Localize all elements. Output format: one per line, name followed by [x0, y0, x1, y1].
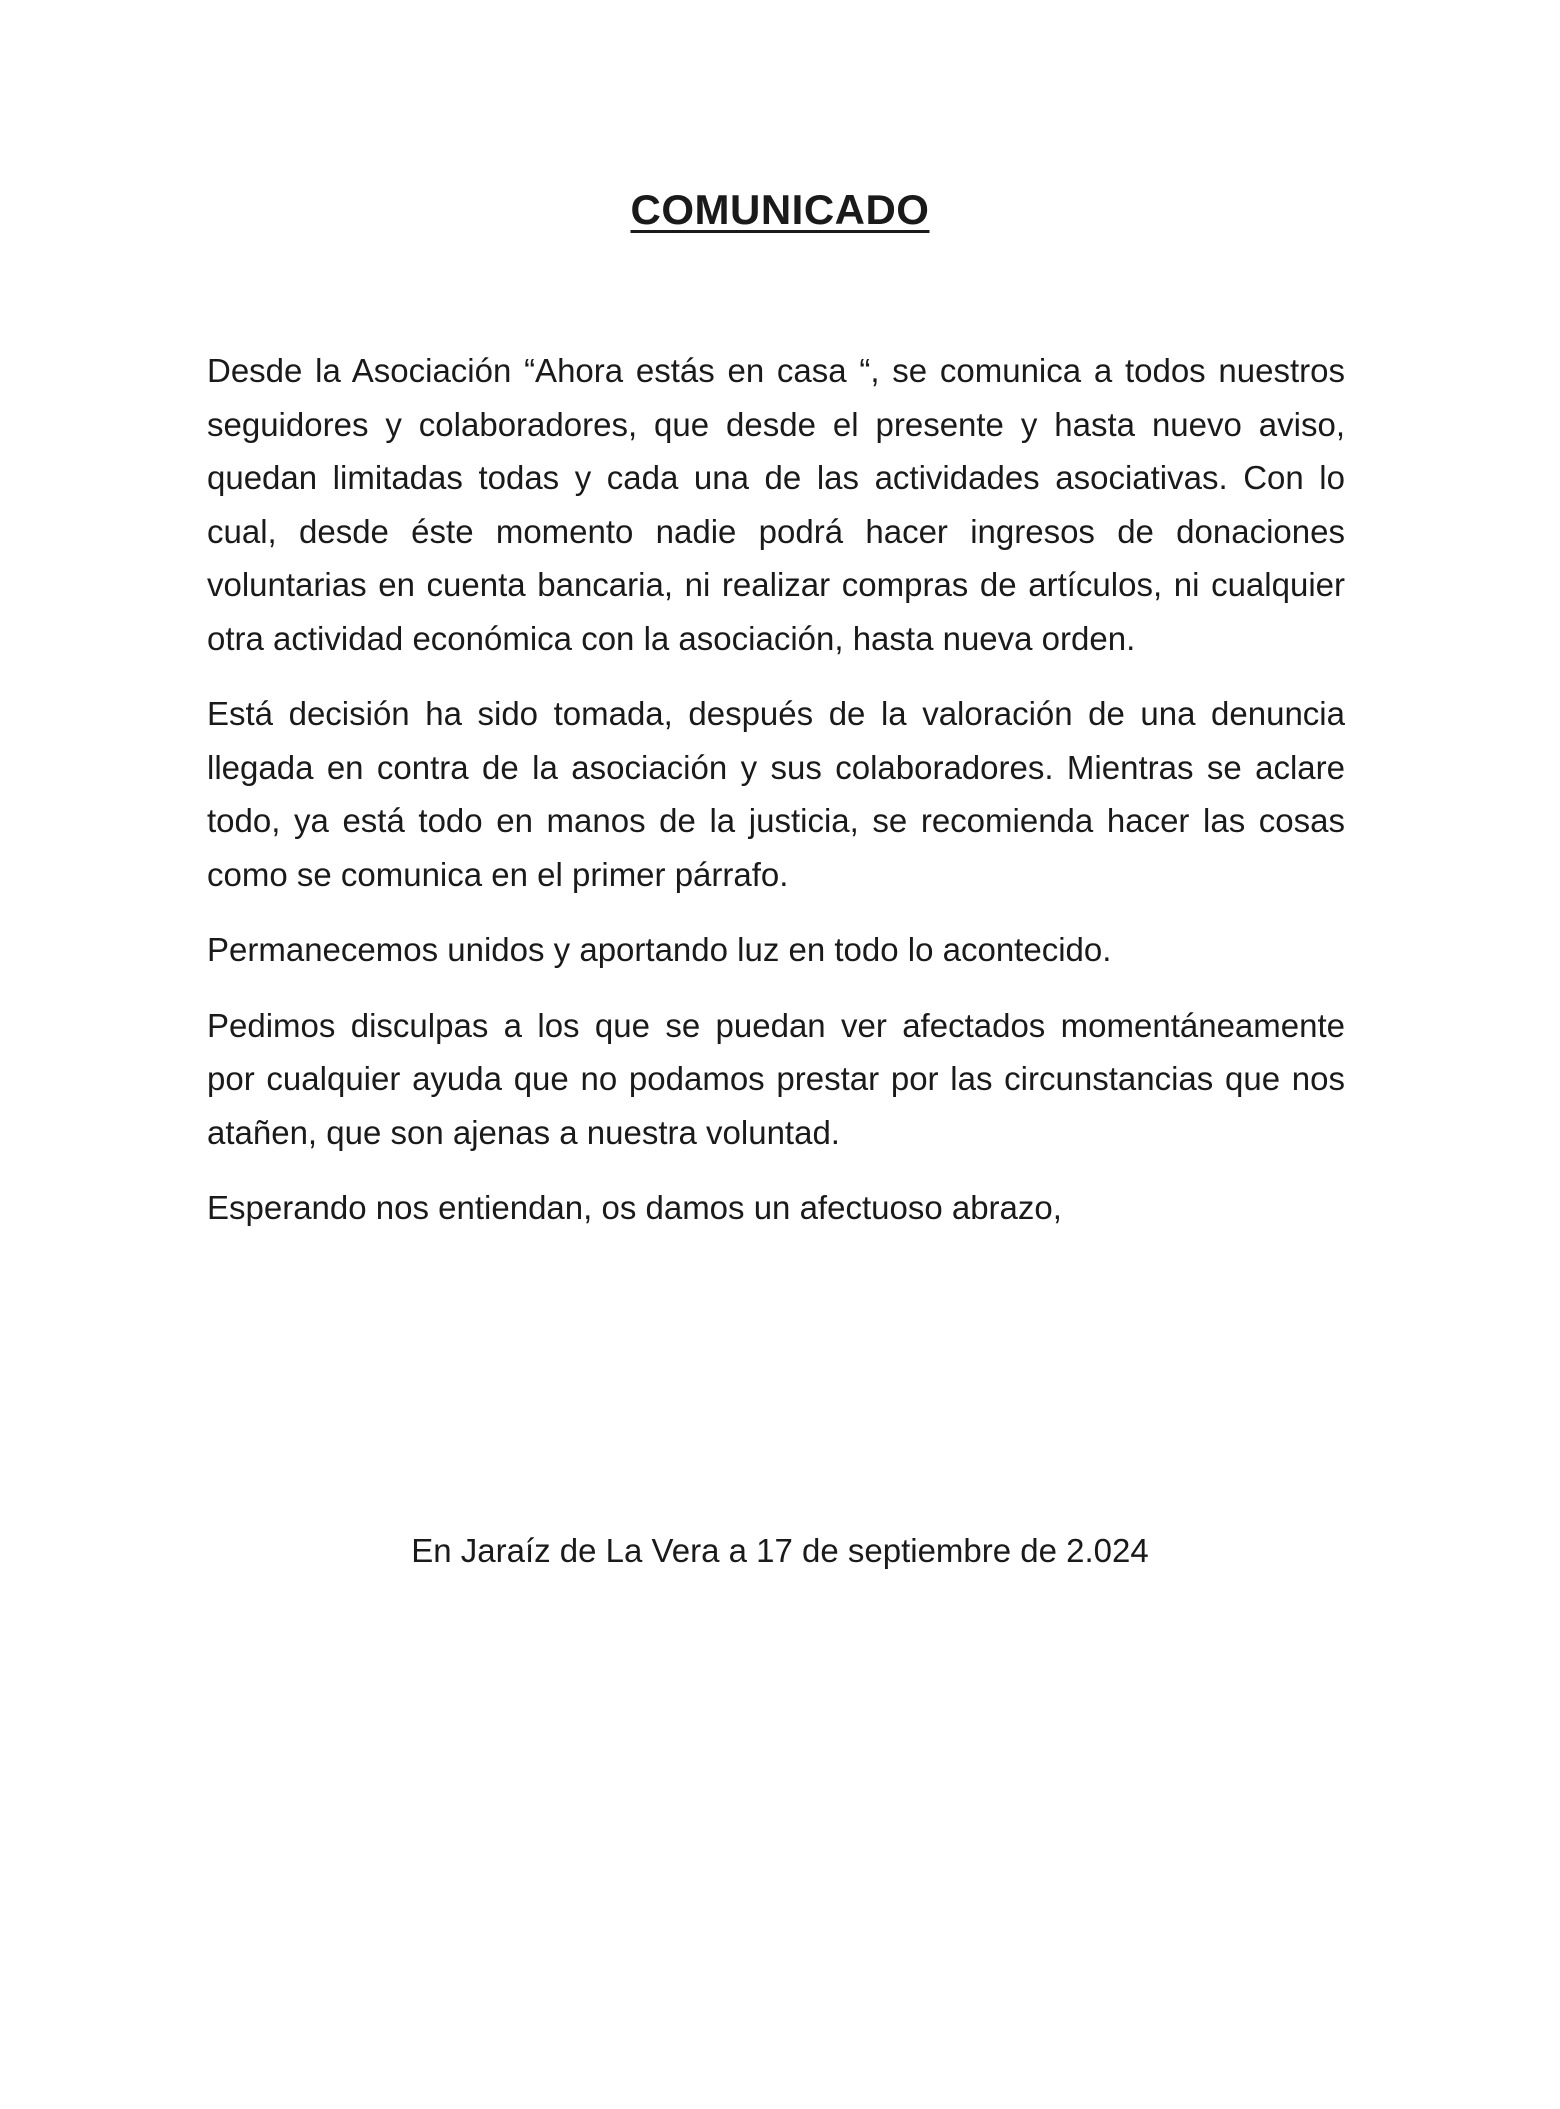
- place-date: En Jaraíz de La Vera a 17 de septiembre de 2.024: [411, 1532, 1149, 1569]
- paragraph-decision: Está decisión ha sido tomada, después de la valoración de una denuncia llegada en contra de la asociación y sus colaboradores. Mientras se aclare todo, ya está todo en manos de la justicia, se recomienda hacer las cosas como se comunica en el primer párrafo.: [207, 695, 1345, 893]
- paragraph-apology: Pedimos disculpas a los que se puedan ver afectados momentáneamente por cualquier ayuda que no podamos prestar por las circunstancias que nos atañen, que son ajenas a nuestra voluntad.: [207, 1006, 1345, 1151]
- document-title: COMUNICADO: [630, 186, 930, 233]
- paragraph-united: Permanecemos unidos y aportando luz en todo lo acontecido.: [207, 931, 1112, 968]
- paragraph-announcement: Desde la Asociación “Ahora estás en casa “, se comunica a todos nuestros seguidores y colaboradores, que desde el presente y hasta nuevo aviso, quedan limitadas todas y cada una de las actividades asociativas. Con lo cual, desde éste momento nadie podrá hacer ingresos de donaciones voluntarias en cuenta bancaria, ni realizar compras de artículos, ni cualquier otra actividad económica con la asociación, hasta nueva orden.: [207, 352, 1345, 657]
- document-body: [207, 344, 1345, 1257]
- paragraph-closing: Esperando nos entiendan, os damos un afectuoso abrazo,: [207, 1189, 1062, 1226]
